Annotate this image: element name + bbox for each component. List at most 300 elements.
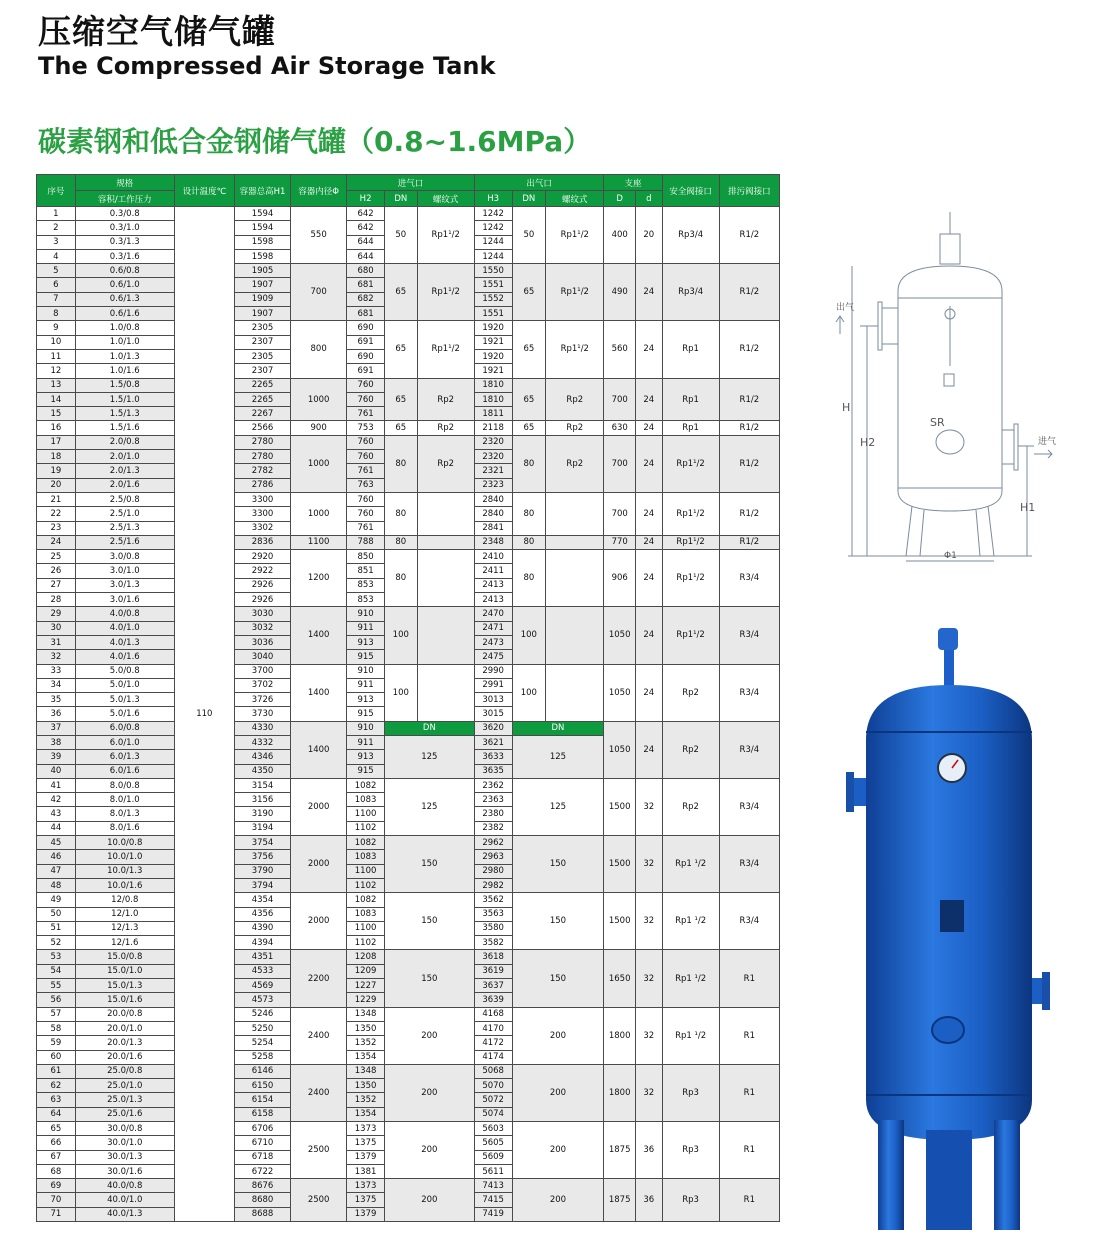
cell-h1: 3794	[234, 878, 290, 892]
cell-in-thread	[417, 492, 474, 535]
page-title: 压缩空气储气罐	[38, 12, 276, 51]
table-row	[37, 264, 780, 278]
cell-in-dn: 100	[384, 607, 417, 664]
cell-in-dn: 80	[384, 535, 417, 549]
cell-h2: 642	[347, 221, 385, 235]
cell-h3: 5609	[474, 1150, 512, 1164]
cell-out-thread: Rp1¹/2	[546, 321, 604, 378]
cell-no: 43	[37, 807, 76, 821]
cell-safety-valve: Rp3	[662, 1064, 719, 1121]
cell-h2: 850	[347, 550, 385, 564]
cell-spec: 1.0/0.8	[75, 321, 174, 335]
cell-out-dn: 100	[512, 607, 546, 664]
cell-safety-valve: Rp1	[662, 321, 719, 378]
cell-h2: 760	[347, 378, 385, 392]
cell-no: 51	[37, 921, 76, 935]
header-in-thread: 螺纹式	[417, 191, 474, 207]
header-inlet: 进气口	[347, 175, 475, 191]
cell-no: 1	[37, 207, 76, 221]
cell-spec: 40.0/1.0	[75, 1193, 174, 1207]
cell-spec: 5.0/0.8	[75, 664, 174, 678]
cell-spec: 20.0/0.8	[75, 1007, 174, 1021]
cell-h1: 2922	[234, 564, 290, 578]
cell-no: 25	[37, 550, 76, 564]
cell-support-d-small: 24	[636, 607, 663, 664]
cell-h2: 1350	[347, 1079, 385, 1093]
cell-no: 61	[37, 1064, 76, 1078]
cell-in-dn: 150	[384, 836, 474, 893]
cell-spec: 1.5/1.3	[75, 407, 174, 421]
table-row	[37, 421, 780, 435]
cell-no: 16	[37, 421, 76, 435]
cell-h1: 2920	[234, 550, 290, 564]
cell-h3: 2348	[474, 535, 512, 549]
cell-support-d-small: 20	[636, 207, 663, 264]
cell-no: 26	[37, 564, 76, 578]
cell-spec: 3.0/1.3	[75, 578, 174, 592]
cell-design-temp: 110	[174, 207, 234, 1222]
table-row	[37, 435, 780, 449]
cell-h1: 1598	[234, 249, 290, 263]
cell-no: 14	[37, 392, 76, 406]
cell-safety-valve: Rp1¹/2	[662, 550, 719, 607]
tank-photo	[828, 620, 1068, 1235]
cell-no: 53	[37, 950, 76, 964]
cell-spec: 0.3/0.8	[75, 207, 174, 221]
header-support-d-big: D	[604, 191, 636, 207]
cell-h2: 760	[347, 450, 385, 464]
cell-spec: 12/1.0	[75, 907, 174, 921]
diagram-h-label: H	[842, 401, 851, 414]
cell-no: 22	[37, 507, 76, 521]
header-support: 支座	[604, 175, 662, 191]
table-row	[37, 950, 780, 964]
cell-h3: 2118	[474, 421, 512, 435]
tank-dimension-diagram	[812, 206, 1082, 566]
cell-diameter: 1000	[291, 435, 347, 492]
cell-no: 24	[37, 535, 76, 549]
cell-spec: 1.0/1.3	[75, 349, 174, 363]
cell-h3: 4174	[474, 1050, 512, 1064]
cell-no: 3	[37, 235, 76, 249]
cell-spec: 1.0/1.6	[75, 364, 174, 378]
diagram-inlet-label: 进气	[1038, 437, 1057, 447]
cell-no: 71	[37, 1207, 76, 1221]
cell-spec: 2.5/0.8	[75, 492, 174, 506]
cell-spec: 3.0/1.0	[75, 564, 174, 578]
cell-h2: 681	[347, 307, 385, 321]
cell-out-thread: Rp2	[546, 435, 604, 492]
cell-h2: 853	[347, 578, 385, 592]
cell-spec: 4.0/0.8	[75, 607, 174, 621]
cell-out-dn: 65	[512, 378, 546, 421]
cell-spec: 15.0/1.3	[75, 979, 174, 993]
cell-h2: 760	[347, 507, 385, 521]
cell-drain-valve: R1/2	[719, 435, 779, 492]
cell-h1: 3190	[234, 807, 290, 821]
cell-support-d-big: 400	[604, 207, 636, 264]
cell-out-dn: 80	[512, 550, 546, 607]
cell-drain-valve: R3/4	[719, 607, 779, 664]
cell-h3: 2475	[474, 650, 512, 664]
cell-h2: 911	[347, 621, 385, 635]
cell-diameter: 700	[291, 264, 347, 321]
header-spec: 规格	[75, 175, 174, 191]
cell-drain-valve: R3/4	[719, 893, 779, 950]
cell-h1: 2780	[234, 435, 290, 449]
cell-h1: 3302	[234, 521, 290, 535]
cell-h1: 3300	[234, 492, 290, 506]
cell-h3: 7413	[474, 1179, 512, 1193]
cell-in-dn: 200	[384, 1179, 474, 1222]
cell-in-dn: 125	[384, 735, 474, 778]
cell-drain-valve: R1/2	[719, 264, 779, 321]
cell-h2: 644	[347, 235, 385, 249]
cell-no: 58	[37, 1021, 76, 1035]
cell-h1: 1598	[234, 235, 290, 249]
cell-h2: 910	[347, 721, 385, 735]
cell-spec: 1.5/1.0	[75, 392, 174, 406]
cell-h3: 3633	[474, 750, 512, 764]
cell-h3: 1244	[474, 249, 512, 263]
cell-in-dn: 80	[384, 435, 417, 492]
cell-h2: 681	[347, 278, 385, 292]
cell-h3: 1810	[474, 392, 512, 406]
cell-spec: 0.3/1.0	[75, 221, 174, 235]
cell-out-thread: Rp1¹/2	[546, 264, 604, 321]
cell-h3: 1811	[474, 407, 512, 421]
cell-h1: 4573	[234, 993, 290, 1007]
header-no: 序号	[37, 175, 76, 207]
table-row	[37, 1122, 780, 1136]
table-row	[37, 1179, 780, 1193]
header-in-dn: DN	[384, 191, 417, 207]
cell-out-dn: 100	[512, 664, 546, 721]
cell-h2: 1348	[347, 1064, 385, 1078]
cell-spec: 6.0/1.3	[75, 750, 174, 764]
cell-h3: 2413	[474, 578, 512, 592]
cell-h1: 6718	[234, 1150, 290, 1164]
cell-support-d-big: 700	[604, 435, 636, 492]
cell-h2: 761	[347, 407, 385, 421]
cell-in-dn-header: DN	[384, 721, 474, 735]
cell-h3: 2962	[474, 836, 512, 850]
cell-spec: 2.0/1.3	[75, 464, 174, 478]
cell-h1: 1594	[234, 207, 290, 221]
cell-h2: 763	[347, 478, 385, 492]
cell-h1: 3194	[234, 821, 290, 835]
cell-h2: 1083	[347, 850, 385, 864]
cell-h3: 3621	[474, 735, 512, 749]
cell-spec: 12/1.3	[75, 921, 174, 935]
cell-in-dn: 125	[384, 778, 474, 835]
cell-h3: 3562	[474, 893, 512, 907]
cell-h1: 3790	[234, 864, 290, 878]
table-row	[37, 893, 780, 907]
cell-support-d-big: 700	[604, 378, 636, 421]
cell-drain-valve: R1/2	[719, 492, 779, 535]
cell-diameter: 2000	[291, 893, 347, 950]
cell-no: 68	[37, 1164, 76, 1178]
cell-spec: 0.3/1.3	[75, 235, 174, 249]
cell-out-dn: 125	[512, 778, 604, 835]
table-row	[37, 836, 780, 850]
cell-in-dn: 200	[384, 1064, 474, 1121]
cell-safety-valve: Rp1¹/2	[662, 492, 719, 535]
cell-safety-valve: Rp3	[662, 1179, 719, 1222]
cell-no: 6	[37, 278, 76, 292]
cell-no: 5	[37, 264, 76, 278]
spec-table-body	[37, 207, 780, 1222]
cell-h3: 2982	[474, 878, 512, 892]
cell-spec: 4.0/1.6	[75, 650, 174, 664]
cell-spec: 30.0/1.3	[75, 1150, 174, 1164]
cell-h1: 3154	[234, 778, 290, 792]
cell-h1: 3156	[234, 793, 290, 807]
section-subtitle: 碳素钢和低合金钢储气罐（0.8~1.6MPa）	[38, 125, 592, 158]
cell-in-dn: 200	[384, 1007, 474, 1064]
cell-no: 23	[37, 521, 76, 535]
cell-support-d-big: 1500	[604, 893, 636, 950]
cell-h2: 1083	[347, 793, 385, 807]
cell-no: 28	[37, 593, 76, 607]
cell-no: 52	[37, 936, 76, 950]
header-h1: 容器总高H1	[234, 175, 290, 207]
cell-h2: 915	[347, 764, 385, 778]
cell-support-d-small: 24	[636, 492, 663, 535]
cell-no: 38	[37, 735, 76, 749]
cell-h3: 2840	[474, 507, 512, 521]
cell-support-d-small: 32	[636, 836, 663, 893]
cell-h2: 1379	[347, 1207, 385, 1221]
cell-h3: 2980	[474, 864, 512, 878]
cell-no: 40	[37, 764, 76, 778]
diagram-sr-label: SR	[930, 416, 945, 429]
cell-h3: 3013	[474, 693, 512, 707]
cell-out-thread	[546, 607, 604, 664]
cell-out-dn: 200	[512, 1179, 604, 1222]
cell-h1: 2836	[234, 535, 290, 549]
cell-h3: 3618	[474, 950, 512, 964]
cell-no: 49	[37, 893, 76, 907]
cell-h1: 6722	[234, 1164, 290, 1178]
cell-support-d-big: 1050	[604, 664, 636, 721]
page-title-english: The Compressed Air Storage Tank	[38, 52, 496, 80]
cell-h3: 2382	[474, 821, 512, 835]
cell-h2: 1381	[347, 1164, 385, 1178]
cell-h3: 4172	[474, 1036, 512, 1050]
cell-drain-valve: R1/2	[719, 378, 779, 421]
cell-support-d-small: 24	[636, 550, 663, 607]
cell-safety-valve: Rp1	[662, 421, 719, 435]
cell-h2: 1082	[347, 778, 385, 792]
table-row	[37, 207, 780, 221]
cell-h2: 913	[347, 693, 385, 707]
cell-h3: 2320	[474, 435, 512, 449]
cell-h3: 5072	[474, 1093, 512, 1107]
cell-diameter: 2200	[291, 950, 347, 1007]
cell-no: 2	[37, 221, 76, 235]
cell-no: 48	[37, 878, 76, 892]
cell-diameter: 1200	[291, 550, 347, 607]
cell-h3: 1244	[474, 235, 512, 249]
cell-drain-valve: R3/4	[719, 550, 779, 607]
cell-drain-valve: R1/2	[719, 321, 779, 378]
cell-h1: 4330	[234, 721, 290, 735]
cell-in-dn: 65	[384, 321, 417, 378]
cell-out-dn-header: DN	[512, 721, 604, 735]
cell-diameter: 800	[291, 321, 347, 378]
cell-no: 15	[37, 407, 76, 421]
cell-no: 57	[37, 1007, 76, 1021]
cell-in-thread: Rp1¹/2	[417, 207, 474, 264]
cell-h2: 1348	[347, 1007, 385, 1021]
cell-spec: 10.0/1.6	[75, 878, 174, 892]
cell-spec: 15.0/0.8	[75, 950, 174, 964]
cell-out-thread: Rp2	[546, 421, 604, 435]
header-drain-valve: 排污阀接口	[719, 175, 779, 207]
cell-spec: 8.0/1.3	[75, 807, 174, 821]
cell-out-dn: 80	[512, 492, 546, 535]
cell-h3: 1551	[474, 278, 512, 292]
cell-diameter: 2000	[291, 836, 347, 893]
cell-out-dn: 80	[512, 435, 546, 492]
cell-no: 67	[37, 1150, 76, 1164]
cell-h1: 2305	[234, 321, 290, 335]
spec-table	[36, 174, 780, 1222]
cell-spec: 20.0/1.3	[75, 1036, 174, 1050]
cell-h1: 2786	[234, 478, 290, 492]
cell-in-thread: Rp1¹/2	[417, 321, 474, 378]
cell-h2: 680	[347, 264, 385, 278]
cell-spec: 2.0/1.6	[75, 478, 174, 492]
cell-h2: 691	[347, 335, 385, 349]
cell-drain-valve: R1	[719, 950, 779, 1007]
cell-h3: 2320	[474, 450, 512, 464]
cell-h1: 6158	[234, 1107, 290, 1121]
cell-spec: 40.0/0.8	[75, 1179, 174, 1193]
cell-h3: 5611	[474, 1164, 512, 1178]
cell-drain-valve: R3/4	[719, 721, 779, 778]
header-h3: H3	[474, 191, 512, 207]
cell-diameter: 1000	[291, 378, 347, 421]
cell-spec: 0.6/0.8	[75, 264, 174, 278]
header-support-d-small: d	[636, 191, 663, 207]
cell-out-dn: 150	[512, 893, 604, 950]
cell-no: 30	[37, 621, 76, 635]
cell-drain-valve: R1/2	[719, 207, 779, 264]
cell-h1: 3730	[234, 707, 290, 721]
cell-spec: 12/1.6	[75, 936, 174, 950]
cell-h1: 8680	[234, 1193, 290, 1207]
cell-support-d-small: 32	[636, 1007, 663, 1064]
cell-out-dn: 80	[512, 535, 546, 549]
cell-support-d-small: 24	[636, 378, 663, 421]
cell-out-dn: 200	[512, 1007, 604, 1064]
cell-no: 9	[37, 321, 76, 335]
header-diameter: 容器内径Φ	[291, 175, 347, 207]
cell-spec: 5.0/1.0	[75, 678, 174, 692]
cell-no: 42	[37, 793, 76, 807]
cell-spec: 0.6/1.6	[75, 307, 174, 321]
cell-out-thread: Rp1¹/2	[546, 207, 604, 264]
cell-no: 8	[37, 307, 76, 321]
cell-no: 45	[37, 836, 76, 850]
diagram-phi-label: Φ1	[944, 551, 957, 561]
cell-h1: 3040	[234, 650, 290, 664]
cell-h3: 2321	[474, 464, 512, 478]
cell-spec: 15.0/1.0	[75, 964, 174, 978]
cell-h1: 2782	[234, 464, 290, 478]
cell-safety-valve: Rp2	[662, 664, 719, 721]
cell-safety-valve: Rp1¹/2	[662, 607, 719, 664]
cell-diameter: 2000	[291, 778, 347, 835]
cell-h2: 1100	[347, 807, 385, 821]
cell-h1: 3030	[234, 607, 290, 621]
diagram-outlet-label: 出气	[836, 303, 855, 313]
cell-h3: 1551	[474, 307, 512, 321]
cell-h2: 760	[347, 492, 385, 506]
cell-h2: 1083	[347, 907, 385, 921]
cell-in-dn: 65	[384, 378, 417, 421]
cell-h2: 1102	[347, 936, 385, 950]
cell-h1: 5254	[234, 1036, 290, 1050]
cell-h3: 1921	[474, 335, 512, 349]
cell-h2: 1350	[347, 1021, 385, 1035]
cell-spec: 25.0/1.0	[75, 1079, 174, 1093]
cell-h1: 5258	[234, 1050, 290, 1064]
cell-no: 7	[37, 292, 76, 306]
cell-out-thread: Rp2	[546, 378, 604, 421]
cell-h3: 2380	[474, 807, 512, 821]
diagram-h1-label: H1	[1020, 501, 1036, 514]
table-row	[37, 321, 780, 335]
cell-out-dn: 200	[512, 1064, 604, 1121]
cell-h1: 4346	[234, 750, 290, 764]
cell-support-d-big: 1500	[604, 778, 636, 835]
cell-no: 60	[37, 1050, 76, 1064]
header-outlet: 出气口	[474, 175, 604, 191]
cell-h1: 5250	[234, 1021, 290, 1035]
cell-no: 33	[37, 664, 76, 678]
cell-h2: 853	[347, 593, 385, 607]
cell-no: 34	[37, 678, 76, 692]
cell-h2: 1373	[347, 1179, 385, 1193]
table-row	[37, 1064, 780, 1078]
cell-h1: 6154	[234, 1093, 290, 1107]
cell-drain-valve: R3/4	[719, 778, 779, 835]
cell-spec: 0.6/1.3	[75, 292, 174, 306]
cell-spec: 6.0/1.0	[75, 735, 174, 749]
cell-spec: 30.0/1.6	[75, 1164, 174, 1178]
cell-no: 36	[37, 707, 76, 721]
cell-h3: 7415	[474, 1193, 512, 1207]
cell-support-d-big: 700	[604, 492, 636, 535]
cell-safety-valve: Rp1¹/2	[662, 435, 719, 492]
cell-in-dn: 80	[384, 550, 417, 607]
cell-in-dn: 50	[384, 207, 417, 264]
cell-support-d-small: 32	[636, 1064, 663, 1121]
cell-h3: 3635	[474, 764, 512, 778]
cell-no: 70	[37, 1193, 76, 1207]
cell-support-d-big: 1800	[604, 1007, 636, 1064]
cell-h3: 3619	[474, 964, 512, 978]
cell-h2: 682	[347, 292, 385, 306]
cell-no: 54	[37, 964, 76, 978]
cell-h1: 1909	[234, 292, 290, 306]
cell-h1: 4356	[234, 907, 290, 921]
cell-h1: 5246	[234, 1007, 290, 1021]
